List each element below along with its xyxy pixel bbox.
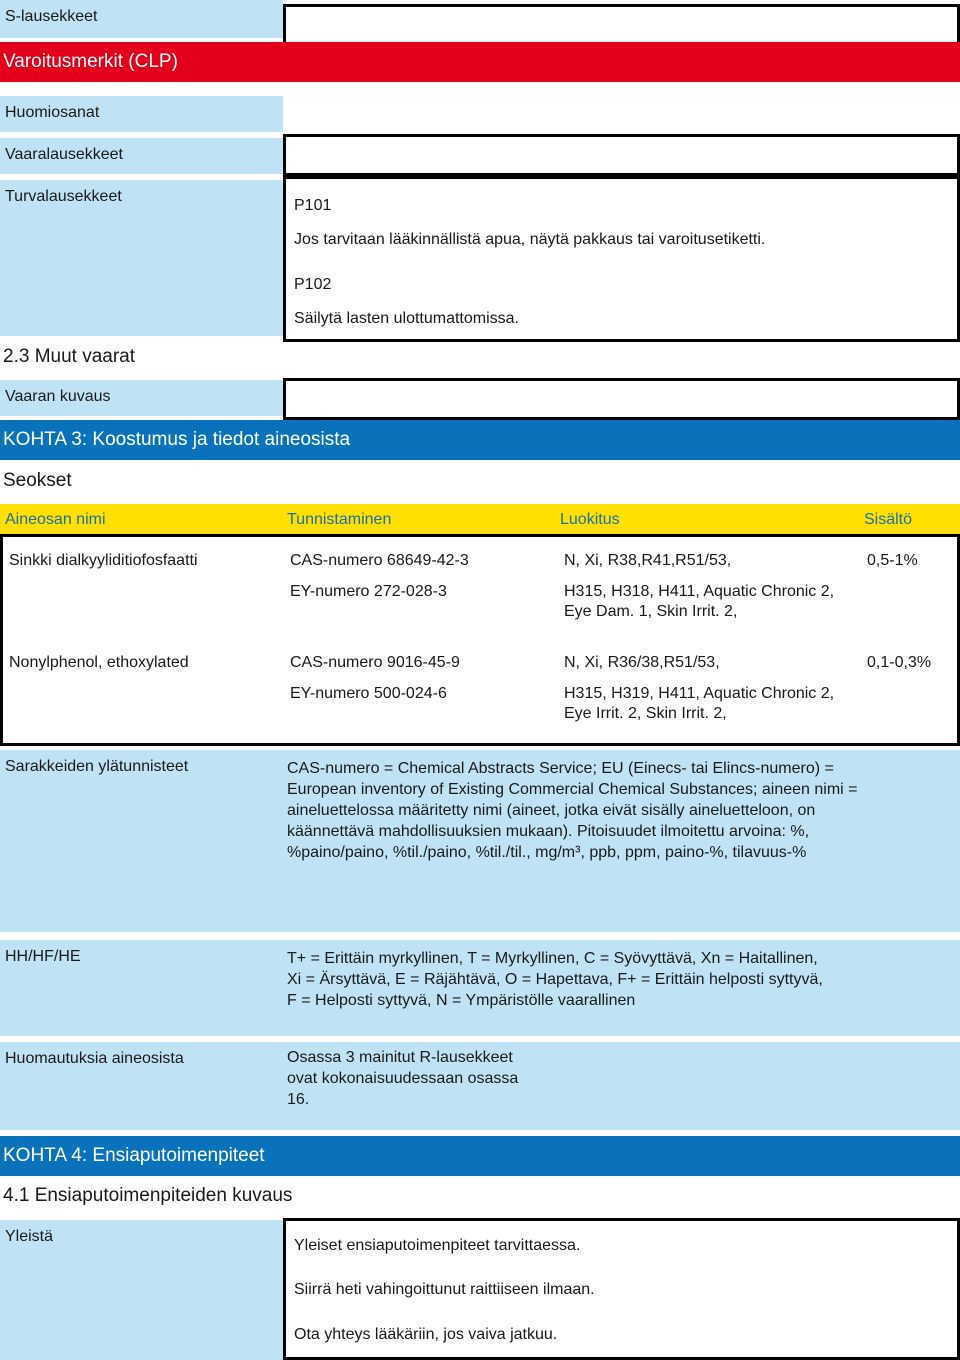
huom-line-2: ovat kokonaisuudessaan osassa	[287, 1070, 519, 1087]
substance-2-class-2: H315, H319, H411, Aquatic Chronic 2,	[564, 685, 835, 702]
substance-1-class-3: Eye Dam. 1, Skin Irrit. 2,	[564, 603, 738, 620]
section4-title-bar: KOHTA 4: Ensiaputoimenpiteet	[0, 1136, 960, 1176]
sarakkeiden-text	[283, 750, 960, 932]
substance-2-cas: CAS-numero 9016-45-9	[290, 654, 460, 671]
substance-1-class-2: H315, H318, H411, Aquatic Chronic 2,	[564, 583, 835, 600]
substance-2-class-3: Eye Irrit. 2, Skin Irrit. 2,	[564, 705, 727, 722]
huomiosanat-value	[283, 92, 960, 132]
yleista-line-1: Yleiset ensiaputoimenpiteet tarvittaessa.	[294, 1237, 581, 1254]
hh-line-3: F = Helposti syttyvä, N = Ympäristölle vaarallinen	[287, 992, 636, 1009]
sarakkeiden-line-3: aineluettelossa määritetty nimi (aineet, jotka eivät sisälly aineluetteloon, on	[287, 802, 816, 819]
yleista-line-3: Ota yhteys lääkäriin, jos vaiva jatkuu.	[294, 1326, 558, 1343]
hh-line-1: T+ = Erittäin myrkyllinen, T = Myrkyllinen, C = Syövyttävä, Xn = Haitallinen,	[287, 950, 818, 967]
p102-text: Säilytä lasten ulottumattomissa.	[294, 310, 519, 327]
huom-line-3: 16.	[287, 1091, 310, 1108]
sarakkeiden-line-5: %paino/paino, %til./paino, %til./til., mg/m³, ppb, ppm, paino-%, tilavuus-%	[287, 844, 807, 861]
huomautuksia-label: Huomautuksia aineosista	[0, 1042, 283, 1130]
sarakkeiden-line-4: käännettävä mahdollisuuksien mukaan). Pitoisuudet ilmoitettu arvoina: %,	[287, 823, 810, 840]
composition-table-body	[0, 534, 960, 746]
sarakkeiden-line-2: European inventory of Existing Commercial Chemical Substances; aineen nimi =	[287, 781, 858, 798]
vaaralausekkeet-value-box	[283, 134, 960, 176]
vaaran-kuvaus-value-box	[283, 378, 960, 420]
muut-vaarat-heading: 2.3 Muut vaarat	[3, 346, 136, 367]
substance-2-content: 0,1-0,3%	[867, 654, 932, 671]
yleista-value-box	[283, 1218, 960, 1360]
header-sisalto: Sisältö	[864, 511, 913, 528]
hh-text	[283, 940, 960, 1036]
huom-line-1: Osassa 3 mainitut R-lausekkeet	[287, 1049, 513, 1066]
hh-label: HH/HF/HE	[0, 940, 283, 1036]
vaaralausekkeet-label: Vaaralausekkeet	[0, 138, 283, 174]
substance-1-content: 0,5-1%	[867, 552, 918, 569]
composition-table-header	[0, 504, 960, 534]
p101-text: Jos tarvitaan lääkinnällistä apua, näytä pakkaus tai varoitusetiketti.	[294, 231, 766, 248]
substance-1-cas: CAS-numero 68649-42-3	[290, 552, 469, 569]
sarakkeiden-line-1: CAS-numero = Chemical Abstracts Service; EU (Einecs- tai Elincs-numero) =	[287, 760, 834, 777]
p102-code: P102	[294, 276, 332, 293]
header-aineosan-nimi: Aineosan nimi	[5, 511, 106, 528]
turvalausekkeet-value-box	[283, 176, 960, 342]
yleista-line-2: Siirrä heti vahingoittunut raittiiseen ilmaan.	[294, 1281, 595, 1298]
huomiosanat-label: Huomiosanat	[0, 96, 283, 132]
s-lausekkeet-label: S-lausekkeet	[0, 0, 283, 38]
varoitusmerkit-bar: Varoitusmerkit (CLP)	[0, 42, 960, 82]
yleista-label: Yleistä	[0, 1220, 283, 1360]
p101-code: P101	[294, 197, 332, 214]
section3-title-bar: KOHTA 3: Koostumus ja tiedot aineosista	[0, 420, 960, 460]
substance-1-name: Sinkki dialkyyliditiofosfaatti	[9, 552, 198, 569]
header-luokitus: Luokitus	[560, 511, 620, 528]
substance-2-name: Nonylphenol, ethoxylated	[9, 654, 189, 671]
section4-sub-heading: 4.1 Ensiaputoimenpiteiden kuvaus	[3, 1185, 293, 1206]
vaaran-kuvaus-label: Vaaran kuvaus	[0, 380, 283, 416]
substance-1-class-1: N, Xi, R38,R41,R51/53,	[564, 552, 732, 569]
hh-line-2: Xi = Ärsyttävä, E = Räjähtävä, O = Hapettava, F+ = Erittäin helposti syttyvä,	[287, 971, 823, 988]
substance-2-class-1: N, Xi, R36/38,R51/53,	[564, 654, 720, 671]
substance-2-ey: EY-numero 500-024-6	[290, 685, 447, 702]
s-lausekkeet-value-box	[283, 4, 960, 46]
sarakkeiden-label: Sarakkeiden ylätunnisteet	[0, 750, 283, 932]
huomautuksia-text	[283, 1042, 960, 1130]
turvalausekkeet-label: Turvalausekkeet	[0, 180, 283, 336]
substance-1-ey: EY-numero 272-028-3	[290, 583, 447, 600]
seokset-heading: Seokset	[3, 470, 72, 491]
header-tunnistaminen: Tunnistaminen	[287, 511, 392, 528]
